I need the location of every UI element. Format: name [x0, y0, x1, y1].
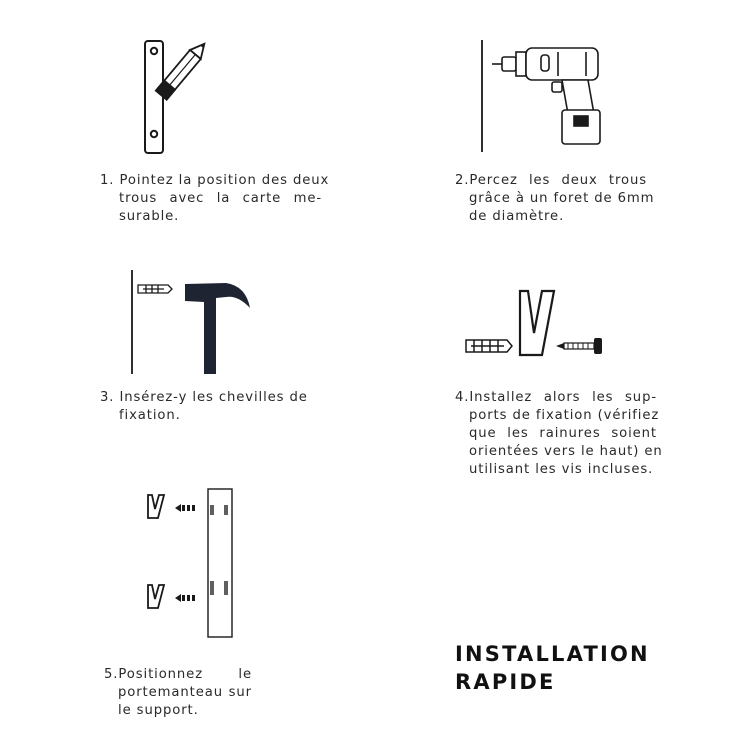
- title-line-1: INSTALLATION: [455, 642, 650, 666]
- step2-illustration: [478, 40, 608, 155]
- wall-plug-icon: [466, 340, 512, 352]
- step-5-line-1: 5.Positionnez le: [104, 667, 252, 682]
- bracket-icon: [148, 495, 164, 608]
- hammer-icon: [185, 283, 250, 374]
- arrow-icon: [175, 504, 195, 602]
- step-3-line-2: fixation.: [119, 408, 181, 423]
- step5-illustration: [140, 485, 250, 643]
- step4-illustration: [462, 285, 612, 360]
- step-3-text: [100, 389, 310, 425]
- step-4-line-4: orientées vers le haut) en: [469, 444, 663, 459]
- step-2-line-1: 2.Percez les deux trous: [455, 173, 647, 188]
- step-5-text: [104, 666, 252, 720]
- measuring-card-icon: [145, 41, 163, 153]
- step-4-line-5: utilisant les vis incluses.: [469, 462, 654, 477]
- drill-icon: [492, 48, 600, 144]
- step-1-line-3: surable.: [119, 209, 180, 224]
- step-1-line-2: trous avec la carte me-: [119, 191, 322, 206]
- bracket-icon: [520, 291, 554, 355]
- step1-illustration: [130, 35, 250, 160]
- coat-rack-icon: [208, 489, 232, 637]
- step-4-line-2: ports de fixation (vérifiez: [469, 408, 660, 423]
- screw-icon: [556, 338, 602, 354]
- title-line-2: RAPIDE: [455, 670, 556, 694]
- step3-illustration: [128, 270, 258, 375]
- step-2-line-3: de diamètre.: [469, 209, 565, 224]
- step-5-line-3: le support.: [118, 703, 199, 718]
- step-1-text: [100, 172, 330, 226]
- step-2-text: [455, 172, 655, 226]
- step-4-text: [455, 389, 663, 479]
- step-1-line-1: 1. Pointez la position des deux: [100, 173, 330, 188]
- wall-plug-icon: [138, 285, 172, 293]
- step-5-line-2: portemanteau sur: [118, 685, 252, 700]
- step-4-line-3: que les rainures soient: [469, 426, 657, 441]
- step-4-line-1: 4.Installez alors les sup-: [455, 390, 657, 405]
- page-title: [455, 640, 650, 696]
- step-2-line-2: grâce à un foret de 6mm: [469, 191, 655, 206]
- step-3-line-1: 3. Insérez-y les chevilles de: [100, 390, 308, 405]
